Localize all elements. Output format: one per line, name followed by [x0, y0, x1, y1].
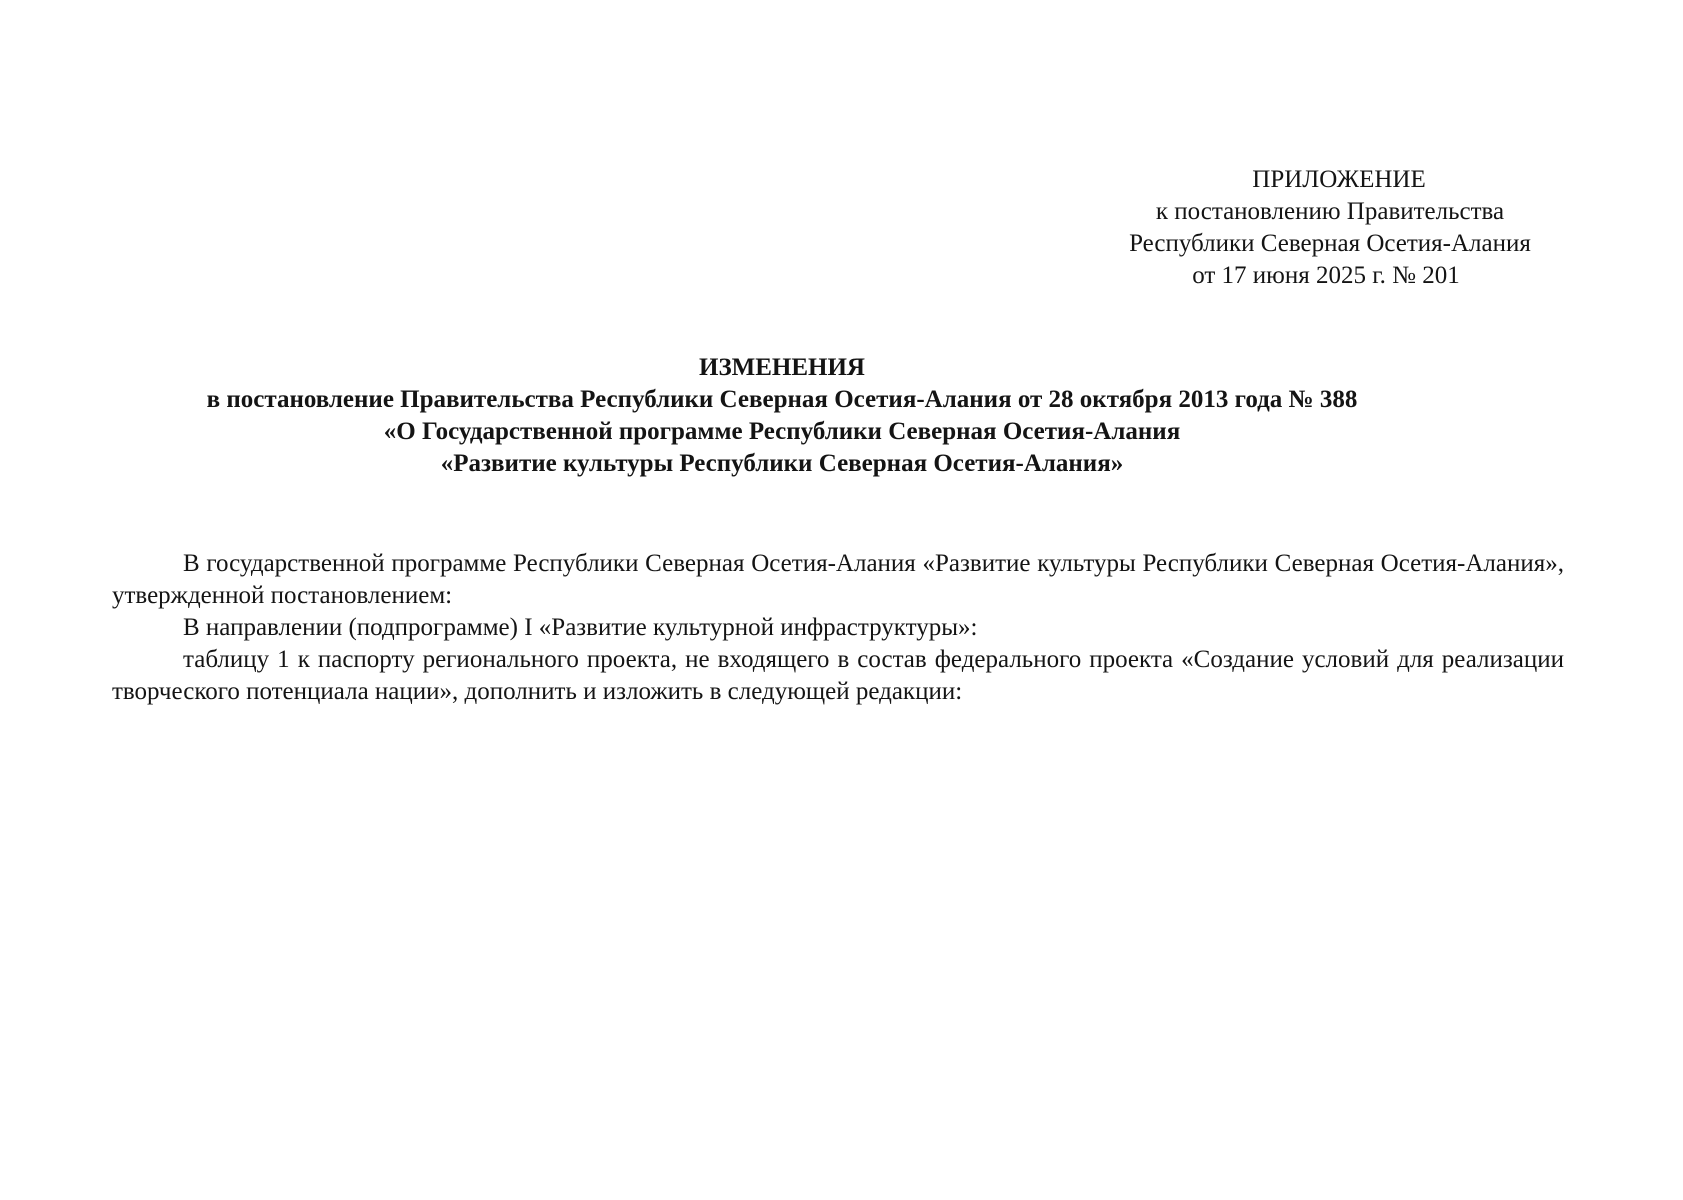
heading-title: ИЗМЕНЕНИЯ — [699, 354, 865, 381]
body-paragraph: В направлении (подпрограмме) I «Развитие культурной инфраструктуры»: — [183, 614, 978, 641]
body-paragraph: таблицу 1 к паспорту регионального проекта, не входящего в состав федерального проекта «Создание условий для реализации творческого потенциала нации», дополнить и изложить в следующей редакции: — [112, 646, 1564, 705]
appendix-line-date-number: от 17 июня 2025 г. № 201 — [1192, 262, 1460, 289]
appendix-title: ПРИЛОЖЕНИЕ — [1252, 166, 1426, 193]
document-heading — [112, 352, 1452, 480]
appendix-line-republic: Республики Северная Осетия-Алания — [1129, 230, 1531, 257]
appendix-block — [1055, 164, 1605, 292]
heading-line-culture: «Развитие культуры Республики Северная Осетия-Алания» — [440, 450, 1124, 477]
heading-line-program: «О Государственной программе Республики Северная Осетия-Алания — [383, 418, 1181, 445]
appendix-line-resolution: к постановлению Правительства — [1155, 198, 1505, 225]
body-paragraph: В государственной программе Республики Северная Осетия-Алания «Развитие культуры Республики Северная Осетия-Алания», утвержденной постановлением: — [112, 550, 1564, 609]
document-body — [112, 548, 1564, 708]
heading-line-resolution: в постановление Правительства Республики Северная Осетия-Алания от 28 октября 2013 года № 388 — [206, 386, 1358, 413]
